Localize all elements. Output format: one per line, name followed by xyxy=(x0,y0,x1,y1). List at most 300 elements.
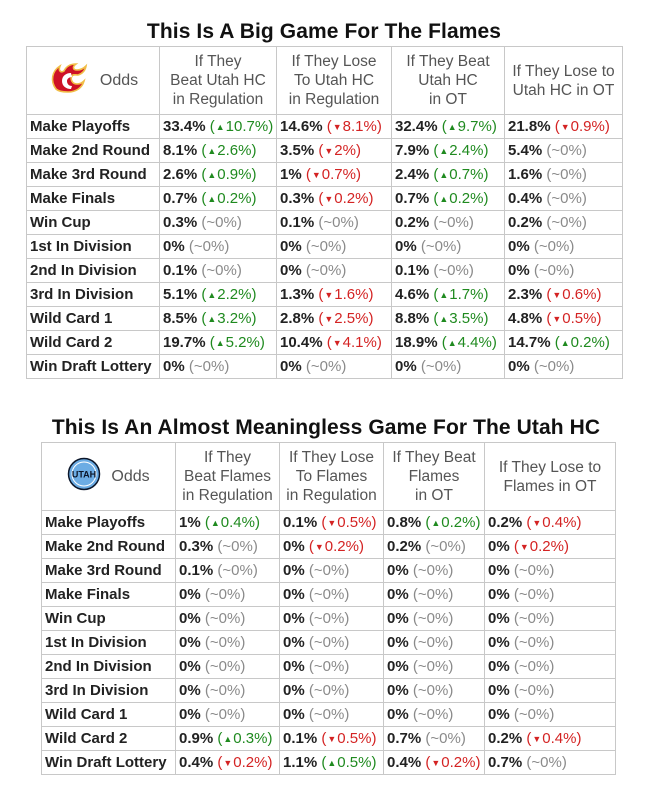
odds-value: 0% xyxy=(488,658,510,675)
odds-value: 0% xyxy=(387,682,409,699)
odds-change: (~0%) xyxy=(204,610,246,627)
odds-change: (~0%) xyxy=(533,358,575,375)
triangle-down-icon: ▼ xyxy=(332,338,342,348)
row-label: Make Finals xyxy=(42,583,176,607)
odds-change-value: ~0% xyxy=(430,730,461,747)
odds-change: (▼0.2%) xyxy=(318,190,374,207)
odds-change-value: 0.9% xyxy=(570,118,605,135)
odds-cell xyxy=(505,283,623,307)
odds-cell xyxy=(280,655,384,679)
odds-value: 0% xyxy=(395,238,417,255)
odds-change-value: 1.6% xyxy=(334,286,369,303)
odds-cell xyxy=(280,751,384,775)
row-label: Make Playoffs xyxy=(42,511,176,535)
triangle-up-icon: ▲ xyxy=(431,518,441,528)
odds-change-value: ~0% xyxy=(206,214,237,231)
odds-cell xyxy=(160,259,277,283)
odds-change: (▼2%) xyxy=(318,142,361,159)
triangle-up-icon: ▲ xyxy=(447,122,457,132)
odds-change-value: ~0% xyxy=(430,538,461,555)
odds-change: (~0%) xyxy=(204,634,246,651)
utah-section xyxy=(38,414,622,775)
column-header-line: If They Beat xyxy=(392,449,476,466)
odds-cell xyxy=(280,679,384,703)
odds-value: 0% xyxy=(488,586,510,603)
odds-change: (▼4.1%) xyxy=(326,334,382,351)
triangle-up-icon: ▲ xyxy=(207,146,217,156)
odds-change: (~0%) xyxy=(412,706,454,723)
triangle-down-icon: ▼ xyxy=(519,542,529,552)
odds-change-value: ~0% xyxy=(425,358,457,375)
odds-header-cell xyxy=(27,47,160,115)
utah-hc-logo-icon xyxy=(67,457,101,496)
column-header-line: in Regulation xyxy=(288,91,380,108)
odds-value: 0.4% xyxy=(387,754,422,771)
triangle-up-icon: ▲ xyxy=(439,170,449,180)
odds-value: 0% xyxy=(488,562,510,579)
odds-change-value: 2.4% xyxy=(449,142,484,159)
odds-value: 0% xyxy=(283,610,305,627)
odds-header-cell xyxy=(42,443,176,511)
triangle-up-icon: ▲ xyxy=(207,170,217,180)
odds-cell xyxy=(280,631,384,655)
odds-value: 18.9% xyxy=(395,334,438,351)
triangle-up-icon: ▲ xyxy=(207,290,217,300)
odds-value: 0.7% xyxy=(387,730,422,747)
odds-change-value: ~0% xyxy=(310,238,342,255)
utah-logo-text: UTAH xyxy=(72,469,97,480)
row-label: Make 3rd Round xyxy=(27,163,160,187)
triangle-down-icon: ▼ xyxy=(324,146,334,156)
flames-section xyxy=(26,18,622,379)
odds-cell xyxy=(280,727,384,751)
odds-change-value: ~0% xyxy=(313,658,345,675)
triangle-down-icon: ▼ xyxy=(311,170,321,180)
odds-cell xyxy=(485,679,616,703)
triangle-up-icon: ▲ xyxy=(207,194,217,204)
odds-value: 0% xyxy=(283,586,305,603)
odds-change: (~0%) xyxy=(201,262,242,279)
flames-odds-table xyxy=(26,46,623,379)
odds-cell xyxy=(280,559,384,583)
odds-value: 0% xyxy=(179,586,201,603)
odds-change: (~0%) xyxy=(308,586,350,603)
triangle-down-icon: ▼ xyxy=(560,122,570,132)
odds-value: 0% xyxy=(387,610,409,627)
odds-value: 1.6% xyxy=(508,166,543,183)
odds-change-value: ~0% xyxy=(209,682,241,699)
odds-value: 7.9% xyxy=(395,142,430,159)
triangle-down-icon: ▼ xyxy=(327,518,337,528)
odds-change-value: ~0% xyxy=(551,190,582,207)
odds-change-value: 0.5% xyxy=(337,514,372,531)
odds-change-value: ~0% xyxy=(518,682,550,699)
odds-cell xyxy=(160,115,277,139)
odds-value: 0.4% xyxy=(508,190,543,207)
row-label: Win Cup xyxy=(42,607,176,631)
odds-change: (▲0.2%) xyxy=(425,514,481,531)
odds-cell xyxy=(384,583,485,607)
odds-value: 0% xyxy=(508,262,530,279)
odds-value: 0% xyxy=(283,634,305,651)
column-header xyxy=(384,443,485,511)
odds-value: 3.5% xyxy=(280,142,315,159)
odds-value: 0.1% xyxy=(395,262,430,279)
odds-change-value: ~0% xyxy=(438,214,469,231)
odds-cell xyxy=(176,535,280,559)
odds-change: (▼0.2%) xyxy=(308,538,364,555)
triangle-down-icon: ▼ xyxy=(532,518,542,528)
odds-change-value: 0.5% xyxy=(562,310,597,327)
odds-cell xyxy=(160,283,277,307)
odds-change: (▼0.2%) xyxy=(513,538,569,555)
odds-change-value: ~0% xyxy=(551,214,582,231)
odds-change-value: ~0% xyxy=(518,610,550,627)
odds-change-value: 0.2% xyxy=(217,190,252,207)
odds-cell xyxy=(384,751,485,775)
odds-value: 0% xyxy=(488,706,510,723)
odds-change: (~0%) xyxy=(425,730,466,747)
odds-cell xyxy=(160,139,277,163)
odds-change-value: 0.2% xyxy=(334,190,369,207)
table-row xyxy=(27,259,623,283)
column-header-line: in Regulation xyxy=(182,487,273,504)
row-label: Make 2nd Round xyxy=(42,535,176,559)
odds-value: 0.3% xyxy=(179,538,214,555)
odds-cell xyxy=(277,235,392,259)
odds-change-value: 0.5% xyxy=(337,754,372,771)
odds-cell xyxy=(392,187,505,211)
odds-value: 0.1% xyxy=(179,562,214,579)
odds-change-value: ~0% xyxy=(417,682,449,699)
row-label: 2nd In Division xyxy=(42,655,176,679)
odds-change: (▼0.2%) xyxy=(425,754,481,771)
odds-change: (▲2.4%) xyxy=(433,142,489,159)
odds-value: 0% xyxy=(488,634,510,651)
odds-change: (~0%) xyxy=(204,682,246,699)
odds-value: 1.1% xyxy=(283,754,318,771)
odds-value: 0% xyxy=(283,706,305,723)
table-row xyxy=(42,679,616,703)
odds-change: (~0%) xyxy=(546,142,587,159)
odds-cell xyxy=(392,235,505,259)
odds-change: (▲2.2%) xyxy=(201,286,257,303)
table-row xyxy=(27,235,623,259)
column-header-line: Flames in OT xyxy=(503,477,597,495)
odds-cell xyxy=(160,211,277,235)
odds-cell xyxy=(277,259,392,283)
table-row xyxy=(27,187,623,211)
odds-value: 2.8% xyxy=(280,310,315,327)
odds-change-value: 2.2% xyxy=(217,286,252,303)
odds-change-value: ~0% xyxy=(518,562,550,579)
odds-change-value: ~0% xyxy=(518,706,550,723)
odds-change: (~0%) xyxy=(412,610,454,627)
odds-change: (~0%) xyxy=(217,538,258,555)
odds-value: 0.2% xyxy=(488,514,523,531)
triangle-down-icon: ▼ xyxy=(324,314,334,324)
table-row xyxy=(27,211,623,235)
odds-cell xyxy=(280,607,384,631)
odds-cell xyxy=(384,655,485,679)
triangle-down-icon: ▼ xyxy=(552,290,562,300)
odds-value: 0% xyxy=(280,262,302,279)
odds-change: (▲0.2%) xyxy=(554,334,610,351)
section-title: This Is An Almost Meaningless Game For The Utah HC xyxy=(51,416,601,439)
odds-change-value: 1.7% xyxy=(449,286,484,303)
table-row xyxy=(42,751,616,775)
odds-value: 0% xyxy=(179,706,201,723)
odds-change: (▼0.7%) xyxy=(305,166,361,183)
odds-change-value: 10.7% xyxy=(225,118,269,135)
table-row xyxy=(42,727,616,751)
table-row xyxy=(42,631,616,655)
odds-change: (▲4.4%) xyxy=(441,334,497,351)
odds-cell xyxy=(392,331,505,355)
odds-change-value: ~0% xyxy=(313,586,345,603)
odds-change: (▲0.4%) xyxy=(204,514,260,531)
odds-cell xyxy=(160,307,277,331)
odds-value: 5.4% xyxy=(508,142,543,159)
odds-change: (▼0.5%) xyxy=(546,310,602,327)
odds-cell xyxy=(384,607,485,631)
triangle-down-icon: ▼ xyxy=(532,734,542,744)
triangle-down-icon: ▼ xyxy=(314,542,324,552)
odds-cell xyxy=(384,535,485,559)
odds-cell xyxy=(392,139,505,163)
triangle-up-icon: ▲ xyxy=(207,314,217,324)
odds-value: 0% xyxy=(179,610,201,627)
odds-cell xyxy=(485,535,616,559)
odds-change-value: ~0% xyxy=(193,238,225,255)
odds-value: 1.3% xyxy=(280,286,315,303)
odds-change: (~0%) xyxy=(526,754,567,771)
odds-value: 0.4% xyxy=(179,754,214,771)
odds-change: (~0%) xyxy=(546,214,587,231)
odds-change: (~0%) xyxy=(546,166,587,183)
odds-value: 0% xyxy=(179,682,201,699)
odds-change-value: ~0% xyxy=(222,562,253,579)
triangle-up-icon: ▲ xyxy=(439,290,449,300)
odds-cell xyxy=(384,679,485,703)
odds-change: (▲0.7%) xyxy=(433,166,489,183)
table-row xyxy=(42,703,616,727)
odds-cell xyxy=(485,727,616,751)
odds-change: (~0%) xyxy=(308,682,350,699)
odds-change-value: 0.4% xyxy=(542,514,577,531)
column-header-line: To Flames xyxy=(295,468,368,485)
calgary-flames-logo-icon xyxy=(48,61,90,100)
odds-value: 14.7% xyxy=(508,334,551,351)
odds-change-value: 3.5% xyxy=(449,310,484,327)
odds-change: (~0%) xyxy=(217,562,258,579)
triangle-down-icon: ▼ xyxy=(552,314,562,324)
odds-cell xyxy=(384,727,485,751)
triangle-up-icon: ▲ xyxy=(327,758,337,768)
odds-change-value: ~0% xyxy=(438,262,469,279)
column-header xyxy=(485,443,616,511)
odds-value: 0% xyxy=(283,562,305,579)
odds-cell xyxy=(176,511,280,535)
odds-change: (~0%) xyxy=(513,706,555,723)
odds-cell xyxy=(280,703,384,727)
odds-cell xyxy=(485,607,616,631)
odds-value: 0.7% xyxy=(488,754,523,771)
odds-change-value: ~0% xyxy=(310,262,342,279)
odds-change-value: ~0% xyxy=(323,214,354,231)
odds-change-value: 0.2% xyxy=(324,538,359,555)
odds-change-value: ~0% xyxy=(538,262,570,279)
odds-change-value: 0.2% xyxy=(570,334,605,351)
odds-cell xyxy=(485,559,616,583)
odds-change: (~0%) xyxy=(513,634,555,651)
odds-change-value: ~0% xyxy=(518,586,550,603)
odds-value: 0.1% xyxy=(163,262,198,279)
odds-value: 0% xyxy=(395,358,417,375)
odds-cell xyxy=(280,535,384,559)
odds-cell xyxy=(384,511,485,535)
odds-change: (▲0.3%) xyxy=(217,730,273,747)
row-label: Win Draft Lottery xyxy=(42,751,176,775)
odds-change-value: 2% xyxy=(334,142,356,159)
odds-value: 2.3% xyxy=(508,286,543,303)
odds-change-value: 0.2% xyxy=(449,190,484,207)
odds-value: 0.3% xyxy=(163,214,198,231)
odds-change: (▼0.6%) xyxy=(546,286,602,303)
table-row xyxy=(27,139,623,163)
odds-change: (▼0.4%) xyxy=(526,730,582,747)
odds-cell xyxy=(505,331,623,355)
table-header-row xyxy=(27,47,623,115)
odds-cell xyxy=(485,583,616,607)
odds-value: 0% xyxy=(280,238,302,255)
odds-change-value: ~0% xyxy=(551,166,582,183)
odds-value: 21.8% xyxy=(508,118,551,135)
odds-cell xyxy=(505,235,623,259)
odds-change-value: ~0% xyxy=(313,610,345,627)
odds-cell xyxy=(280,583,384,607)
odds-change-value: 0.6% xyxy=(562,286,597,303)
odds-change-value: ~0% xyxy=(425,238,457,255)
odds-cell xyxy=(277,355,392,379)
odds-change-value: 8.1% xyxy=(342,118,377,135)
column-header-line: If They xyxy=(203,449,252,466)
triangle-down-icon: ▼ xyxy=(324,194,334,204)
odds-cell xyxy=(277,331,392,355)
column-header-line: Utah HC xyxy=(418,72,478,89)
odds-change: (~0%) xyxy=(513,682,555,699)
row-label: 1st In Division xyxy=(42,631,176,655)
odds-value: 19.7% xyxy=(163,334,206,351)
odds-cell xyxy=(176,631,280,655)
utah-odds-table xyxy=(41,442,616,775)
table-row xyxy=(27,355,623,379)
odds-value: 0% xyxy=(280,358,302,375)
odds-change: (▼2.5%) xyxy=(318,310,374,327)
odds-value: 0% xyxy=(387,658,409,675)
odds-change: (▲0.2%) xyxy=(201,190,257,207)
odds-cell xyxy=(277,283,392,307)
odds-change: (~0%) xyxy=(305,358,347,375)
column-header-line: If They Beat xyxy=(406,53,490,70)
odds-change-value: 0.3% xyxy=(233,730,268,747)
odds-change: (~0%) xyxy=(305,238,347,255)
column-header-line: If They Lose xyxy=(288,449,374,466)
odds-value: 0.2% xyxy=(508,214,543,231)
column-header-line: in OT xyxy=(429,91,467,108)
odds-change: (▲5.2%) xyxy=(209,334,265,351)
triangle-up-icon: ▲ xyxy=(210,518,220,528)
odds-value: 1% xyxy=(280,166,302,183)
odds-cell xyxy=(485,703,616,727)
odds-cell xyxy=(176,607,280,631)
odds-value: 0.9% xyxy=(179,730,214,747)
odds-change-value: 0.5% xyxy=(337,730,372,747)
odds-change: (~0%) xyxy=(204,706,246,723)
odds-change: (~0%) xyxy=(188,238,230,255)
odds-change-value: 0.9% xyxy=(217,166,252,183)
row-label: Win Cup xyxy=(27,211,160,235)
odds-value: 0% xyxy=(488,610,510,627)
odds-change-value: ~0% xyxy=(417,610,449,627)
odds-cell xyxy=(392,283,505,307)
odds-cell xyxy=(384,631,485,655)
odds-change-value: ~0% xyxy=(193,358,225,375)
odds-change: (▲0.2%) xyxy=(433,190,489,207)
odds-value: 0% xyxy=(179,634,201,651)
column-header-line: If They Lose to xyxy=(498,458,602,476)
odds-value: 0.3% xyxy=(280,190,315,207)
odds-change: (~0%) xyxy=(420,238,462,255)
odds-cell xyxy=(505,307,623,331)
odds-cell xyxy=(176,583,280,607)
odds-value: 32.4% xyxy=(395,118,438,135)
odds-change-value: ~0% xyxy=(538,358,570,375)
odds-cell xyxy=(485,751,616,775)
odds-value: 0% xyxy=(387,586,409,603)
odds-change: (▼0.5%) xyxy=(321,730,377,747)
odds-change: (~0%) xyxy=(308,610,350,627)
odds-change: (▲0.9%) xyxy=(201,166,257,183)
odds-cell xyxy=(160,355,277,379)
odds-change: (▼0.9%) xyxy=(554,118,610,135)
odds-cell xyxy=(277,139,392,163)
odds-change-value: ~0% xyxy=(417,706,449,723)
row-label: Make 3rd Round xyxy=(42,559,176,583)
odds-value: 0% xyxy=(283,538,305,555)
triangle-up-icon: ▲ xyxy=(215,338,225,348)
column-header-line: Flames xyxy=(408,468,460,485)
odds-cell xyxy=(505,355,623,379)
odds-cell xyxy=(485,631,616,655)
odds-change: (▲2.6%) xyxy=(201,142,257,159)
odds-change: (~0%) xyxy=(533,262,575,279)
column-header-line: Beat Flames xyxy=(183,468,271,485)
odds-change: (▼0.5%) xyxy=(321,514,377,531)
odds-change-value: 3.2% xyxy=(217,310,252,327)
odds-change: (~0%) xyxy=(412,658,454,675)
odds-cell xyxy=(392,259,505,283)
odds-change-value: 0.7% xyxy=(449,166,484,183)
odds-value: 2.6% xyxy=(163,166,198,183)
odds-change-value: ~0% xyxy=(417,634,449,651)
odds-change-value: ~0% xyxy=(222,538,253,555)
odds-value: 0.1% xyxy=(283,514,318,531)
odds-value: 0% xyxy=(488,538,510,555)
odds-change: (▲1.7%) xyxy=(433,286,489,303)
odds-value: 0% xyxy=(387,562,409,579)
row-label: Wild Card 1 xyxy=(42,703,176,727)
